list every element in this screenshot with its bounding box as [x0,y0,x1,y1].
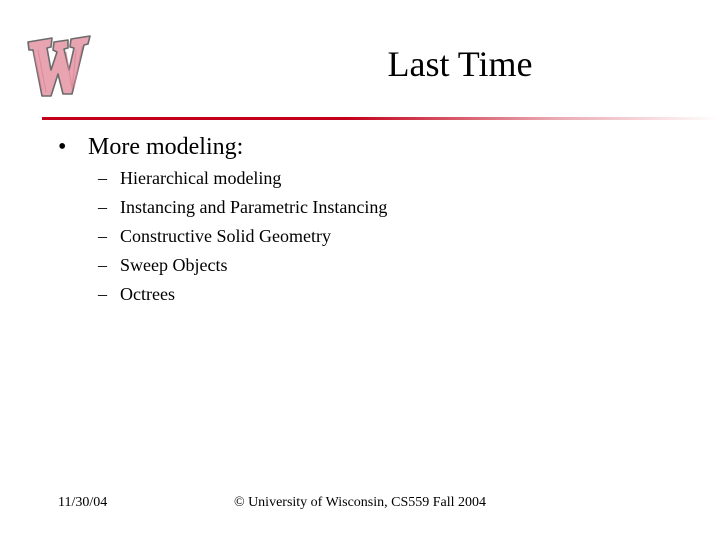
bullet-marker: • [58,134,67,160]
dash-marker: – [98,197,107,217]
dash-marker: – [98,284,107,304]
sub-bullet-text: Octrees [120,284,175,304]
footer-date: 11/30/04 [58,495,108,510]
wisconsin-w-logo-icon [22,30,92,100]
sub-bullet-item [98,251,387,280]
sub-bullet-text: Instancing and Parametric Instancing [120,197,388,217]
sub-bullet-text: Sweep Objects [120,255,228,275]
bullet-text: More modeling: [88,134,244,160]
sub-bullet-item [98,280,387,309]
dash-marker: – [98,255,107,275]
sub-bullet-text: Hierarchical modeling [120,168,282,188]
sub-bullet-list [98,164,387,309]
sub-bullet-text: Constructive Solid Geometry [120,226,331,246]
sub-bullet-item [98,222,387,251]
sub-bullet-item [98,164,387,193]
slide-title: Last Time [387,44,533,84]
sub-bullet-item [98,193,387,222]
bullet-item [58,132,243,162]
title-divider [42,117,720,120]
footer-copyright: © University of Wisconsin, CS559 Fall 2004 [233,495,487,510]
dash-marker: – [98,226,107,246]
dash-marker: – [98,168,107,188]
